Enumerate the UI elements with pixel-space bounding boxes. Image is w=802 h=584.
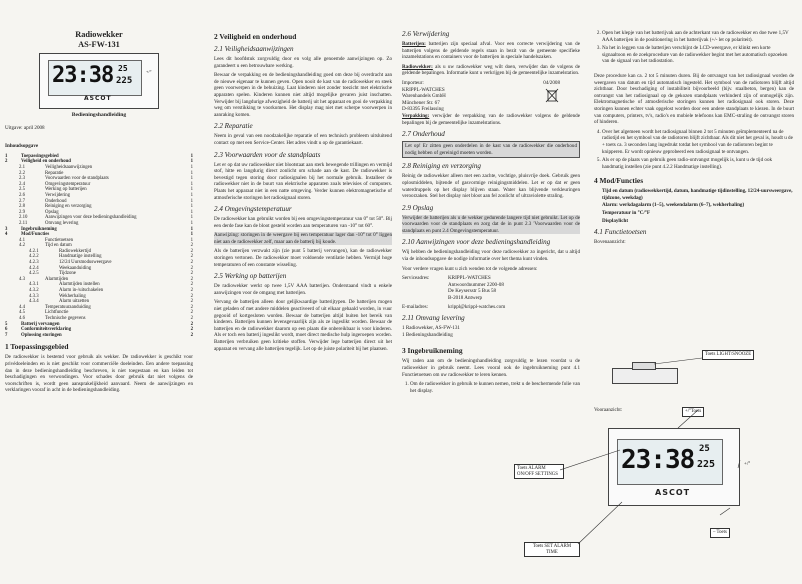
toc-number: 2.3 [19, 176, 25, 182]
plus-label: +/° [744, 462, 751, 467]
toc-number: 7 [5, 332, 8, 338]
toc-number: 3 [5, 226, 8, 232]
importer-label: Importeur: [402, 79, 424, 86]
toc-page: 2 [190, 282, 193, 288]
toc-number: 4.3.2 [29, 288, 39, 294]
section-2-9-title: 2.9 Opslag [402, 203, 434, 212]
toc-title-text: 12/24 Uursmodusweergave [59, 260, 112, 266]
section-4-1-title: 4.1 Functietoetsen [594, 228, 647, 237]
toc-page: 2 [190, 248, 193, 254]
section-2-10-p1: Wij hebben de bedieningshandleiding voor deze radiowekker zo ingericht, dat u altijd via de inhoudsopgave de nodige informatie over het thema kunt vinden. [402, 249, 580, 263]
email-value: krippl@krippl-watches.com [448, 303, 506, 310]
section-1-text: De radiowekker is bestemd voor gebruik als wekker. De radiowekker is geschikt voor privédoeleinden en is niet geschikt voor commerciële doeleinden. Een andere toepassing dan in deze bedieningshandleiding beschreven, is niet toegestaan en kan leiden tot beschadigingen en verwondingen. Voor schades door gebruik dat niet volgens de voorschriften is, wordt geen aansprakelijkheid aanvaard. Neem de aanwijzingen en verklaringen vooraf in acht in de bedieningshandleiding. [5, 354, 193, 394]
section-2-3-p1: Let er op dat uw radiowekker niet blootstaat aan sterk bewegende trillingen en vermijd stof, hitte en langdurig direct zonlicht om schade aan de kast. De radiowekker is bevestigd tegen storing door radiosignalen bij het normale gebruik. Installeer de radiowekker niet in de buurt van elektrische apparaten zoals televisies of computers. Plaats het apparaat niet in een natte omgeving. Verder kunnen elektromagnetische of atmosferische storingen het radiosignaal storen. [214, 161, 392, 201]
section-2-5-p1: De radiowekker werkt op twee 1,5V AAA batterijen. Onderstaand vindt u enkele aanwijzingen voor de omgang met batterijen. [214, 283, 392, 296]
service-address [402, 275, 580, 301]
section-2-2-p1: Neem in geval van een noodzakelijke reparatie of een technisch probleem uitsluitend contact op met een Service-Center. Het adres vindt u op de garantiekaart. [214, 133, 392, 146]
toc-title-text: Technische gegevens [45, 316, 86, 321]
toc-title-text: Omvang levering [45, 220, 79, 226]
section-2-4-title: 2.4 Omgevingstemperatuur [214, 205, 292, 214]
top-view-label: Bovenaanzicht: [594, 239, 626, 246]
toc-title-text: Aanwijzingen voor deze bedieningshandleiding [45, 215, 137, 221]
section-2-1-p1: Lees dit hoofdstuk zorgvuldig door en volg alle genoemde aanwijzingen op. Zo garandeert u een betrouwbare werking. [214, 56, 392, 69]
column-3 [402, 30, 580, 578]
email-label: E-mailadres: [402, 303, 429, 310]
toc-title-text: Reparatie [45, 170, 64, 176]
toc-page: 1 [190, 198, 193, 204]
column-1 [5, 30, 193, 397]
callout-plus: +/°Toets [682, 407, 704, 417]
toc-title-text: Functietoetsen [45, 237, 73, 243]
toc-number: 4.1 [19, 237, 25, 243]
toc-page: 1 [190, 159, 193, 165]
toc-page: 1 [190, 237, 193, 243]
section-2-6-p2 [402, 64, 580, 77]
toc-page: 2 [190, 304, 193, 310]
toc-page: 2 [190, 293, 193, 299]
setup-steps [402, 381, 580, 394]
section-2-10-p2: Voor verdere vragen kunt u zich wenden tot de volgende adressen: [402, 265, 538, 272]
setup-step-3: 3. Na het in leggen van de batterijen verschijnt de LCD-weergave, er klinkt een korte signaaltoon en de zoekprocedure van de radiowekker begint met het automatisch opzoeken van de signaal van het radiostation. [602, 45, 794, 65]
batteries-text: batterijen zijn speciaal afval. Voor een correcte verwijdering van de batterijen volgens de geldende regels staan in bezit van de gemeente specifieke inzamelstations en containers voor de batterijen in speciale handelszaken. [402, 41, 580, 61]
service-line4: B-2018 Antwerp [448, 295, 483, 302]
section-3-title: 3 Ingebruikneming [402, 346, 463, 356]
device-title: Radiowekker [75, 30, 123, 39]
batteries-label: Batterijen: [402, 41, 426, 47]
delivery-item-2: 1 Bedieningshandleiding [402, 331, 453, 338]
section-2-4-p2: Als de batterijen verzwakt zijn (zie punt 5 batterij vervangen), kan de radiowekker storingen vertonen. De radiowekker moet voldoende ventilatie hebben. Vermijd hoge temperaturen of een constante wisseling. [214, 248, 392, 268]
toc-number: 5 [5, 321, 8, 327]
section-2-1-p2: Bewaar de verpakking en de bedieningshandleiding goed om deze bij overdracht aan de nieuwe eigenaar te kunnen geven. Open nooit de kast van de radiowekker en steek geen voorwerpen in de behuizing. Laat kinderen niet zonder toezicht met elektrische apparaten spelen. Kinderen kunnen niet altijd mogelijke gevaren juist inschatten. Verwijder bij langdurige afwezigheid de batterij uit het apparaat en gooi de verpakking weg om verstikking te voorkomen. Het display mag niet met scherpe voorwerpen in aanraking komen. [214, 72, 392, 118]
toc-page: 2 [190, 254, 193, 260]
section-2-8-title: 2.8 Reiniging en verzorging [402, 162, 481, 171]
section-2-10-title: 2.10 Aanwijzingen voor deze bedieningshandleiding [402, 238, 551, 247]
toc-number: 4.2.2 [29, 254, 39, 260]
section-4-title: 4 Mod/Functies [594, 176, 644, 186]
toc-page: 2 [190, 271, 193, 277]
toc-number: 4.2.3 [29, 260, 39, 266]
toc-title-text: Weekaanduiding [59, 265, 92, 271]
top-view-button [632, 362, 656, 370]
clock-text: als u uw radiowekker weg wilt doen, verwijder dan de volgens de geldende bepalingen. Informatie kunt u verkrijgen bij de gemeentelijke inzamelstation. [402, 63, 580, 77]
toc-number: 4.2.1 [29, 248, 39, 254]
toc-title-text: Verwijdering [45, 192, 71, 198]
column-4 [594, 30, 794, 360]
toc-row [5, 333, 193, 339]
toc-number: 2.5 [19, 187, 25, 193]
section-2-4-note: Aanwijzing: storingen in de weergave bij een temperatuur lager dan -10° tot 0° liggen niet aan de radiowekker zelf, maar aan de batterij bij koude. [214, 232, 392, 245]
toc-page: 2 [190, 316, 193, 321]
toc-page: 2 [190, 276, 193, 282]
toc-number: 2.6 [19, 192, 25, 198]
section-2-4-p1: De radiowekker kan gebruikt worden bij een omgevingstemperatuur van 0° tot 50°. Bij een derde fase kan de bloot gesteld worden aan temperaturen van -10° tot 60°. [214, 216, 392, 229]
section-2-8-p1: Reinig de radiowekker alleen met een zachte, vochtige, pluisvrije doek. Gebruik geen oplosmiddelen, bijtende of gasvormige reinigingsmiddelen. Let er op dat er geen waterdruppels op het display blijven staan. Water kan blijvende verkleuringen veroorzaken. Stel het display niet bloot aan fel zonlicht of ultraviolette straling. [402, 173, 580, 200]
importer-line3: Münchener Str. 67 [402, 99, 440, 106]
importer-name: KRIPPL-WATCHES [402, 86, 445, 93]
clock-time: 23:38 [52, 63, 114, 88]
toc-title-text: Lichtfunctie [45, 310, 69, 316]
toc-page: 2 [190, 288, 193, 294]
service-line1: KRIPPL-WATCHES [448, 275, 491, 282]
toc-page: 1 [190, 209, 193, 215]
toc-page: 1 [190, 176, 193, 182]
toc-page: 2 [190, 299, 193, 305]
service-line3: De Keysersstr 5 Bus 58 [448, 288, 497, 295]
toc-number: 2.2 [19, 170, 25, 176]
toc-number: 4.5 [19, 310, 25, 316]
toc-title-text: Onderhoud [45, 198, 67, 204]
toc-page: 2 [190, 310, 193, 316]
front-seconds: 25 [699, 444, 710, 454]
section-2-6-p1 [402, 41, 580, 61]
feature-list [594, 188, 794, 224]
table-of-contents [5, 154, 193, 339]
callout-set-alarm-l2: TIME [546, 549, 558, 555]
toc-title-text: Temperatuuraanduiding [45, 304, 91, 310]
callout-light-snooze: Toets LIGHT/SNOOZE [702, 350, 754, 360]
toc-title-text: Toepassingsgebied [21, 153, 59, 159]
clock-brand-logo: ASCOT [84, 95, 112, 102]
toc-title-text: Omgevingstemperatuur [45, 181, 91, 187]
toc-number: 4.4 [19, 304, 25, 310]
section-1-title: 1 Toepassingsgebied [5, 342, 69, 352]
importer-block [402, 80, 580, 113]
toc-page: 1 [190, 164, 193, 170]
toc-number: 4.3.4 [29, 299, 39, 305]
toc-page: 2 [190, 321, 193, 327]
toc-page: 1 [190, 192, 193, 198]
front-time: 23:38 [621, 445, 695, 475]
toc-page: 1 [190, 181, 193, 187]
section-2-5-title: 2.5 Werking op batterijen [214, 272, 287, 281]
front-brand-logo: ASCOT [655, 488, 691, 497]
toc-title-text: Tijd en datum [45, 243, 72, 249]
callout-set-alarm-l1: Toets SET ALARM [532, 544, 572, 549]
section-2-6-p3 [402, 113, 580, 126]
packaging-text: verwijder de verpakking van de radiowekker volgens de geldende bepalingen bij de gemeentelijke inzamelstations. [402, 112, 580, 126]
clock-seconds: 25 [118, 64, 128, 73]
reception-text: Deze procedure kan ca. 2 tot 5 minuten duren. Bij de ontvangst van het radiosignaal worden de weergaven van datum en tijd automatisch ingesteld. Het symbool van de radiotoren blijft altijd zichtbaar. Door beschadiging of instabiliteit bijvoorbeeld (bijv. staalbeton, bergen) kan de ontvangst van het radiosignaal op de gekozen standplaats verhinderd zijn of onmogelijk zijn. Elektromagnetische of atmosferische storingen kunnen het radiosignaal ook storen. Deze storingen kunnen echter vaak opgelost worden door een andere standplaats te kiezen. In de buurt van computers, printers, tv's, radio's en mobiele telefoons kan EMC-straling de ontvangst storen of hinderen. [594, 72, 794, 126]
toc-number: 4.6 [19, 316, 25, 321]
toc-page: 1 [190, 187, 193, 193]
front-view-label: Vooraanzicht: [594, 407, 623, 413]
front-temp: 225 [697, 459, 716, 470]
importer-line2: Warenhandels GmbH [402, 93, 446, 100]
toc-title-text: Voorwaarden voor de standplaats [45, 176, 109, 182]
toc-number: 6 [5, 327, 8, 333]
toc-title-text: Tijdzone [59, 271, 76, 277]
toc-number: 4.2 [19, 243, 25, 249]
top-view-illustration [612, 368, 678, 384]
feature-item: • Tijd en datum (radiowekkertijd, datum, handmatige tijdinstelling, 12/24-uursweergave, tijdzone, weekdag) [602, 188, 794, 201]
toc-number: 2.1 [19, 164, 25, 170]
section-2-7-title: 2.7 Onderhoud [402, 130, 445, 139]
feature-item: • Temperatuur in °C/°F [602, 210, 794, 217]
toc-title-text: Alarm in-/uitschakelen [59, 288, 104, 294]
clock-label: Radiowekker: [402, 63, 433, 70]
toc-number: 2.8 [19, 204, 25, 210]
manual-caption: Bedieningshandleiding [71, 112, 127, 118]
toc-page: 2 [190, 332, 193, 338]
toc-title-text: Radiowekkertijd [59, 248, 91, 254]
toc-number: 4.2.4 [29, 265, 39, 271]
toc-page: 1 [190, 215, 193, 221]
toc-title-text: Werking op batterijen [45, 187, 87, 193]
toc-page: 2 [190, 260, 193, 266]
toc-title-text: Alarmtijden [45, 276, 69, 282]
toc-title-text: Handmatige instelling [59, 254, 102, 260]
packaging-label: Verpakking: [402, 112, 430, 119]
toc-number: 4 [5, 232, 8, 238]
toc-title-text: Oplossing storingen [21, 332, 62, 338]
crossed-bin-icon [544, 87, 560, 103]
setup-step-2: 2. Open het klepje van het batterijvak aan de achterkant van de radiowekker en doe twee 1,5V AAA batterijen in de positionering in het batterijvak (+/- let op polariteit). [602, 30, 794, 43]
clock-illustration [39, 53, 159, 109]
callout-minus: – Toets [710, 528, 730, 538]
toc-page: 1 [190, 226, 193, 232]
toc-title-text: Reiniging en verzorging [45, 204, 92, 210]
toc-page: 1 [190, 220, 193, 226]
service-line2: Antwoordnummer 2200-08 [448, 281, 504, 288]
section-2-2-title: 2.2 Reparatie [214, 122, 253, 131]
service-label: Serviceadres: [402, 275, 430, 282]
toc-title: Inhoudsopgave [5, 143, 39, 150]
edition: Uitgave: april 2008 [5, 124, 45, 131]
setup-step-1: 1. Om de radiowekker in gebruik te kunnen nemen, trekt u de beschermende folie van het display. [410, 381, 580, 394]
toc-number: 4.3.1 [29, 282, 39, 288]
plus-button-label: +/° [146, 69, 152, 74]
device-model: AS-FW-131 [78, 40, 120, 49]
toc-title-text: Veiligheid en onderhoud [21, 159, 71, 165]
section-2-6-title: 2.6 Verwijdering [402, 30, 450, 38]
toc-number: 2 [5, 159, 8, 165]
toc-number: 2.7 [19, 198, 25, 204]
callout-light-line [654, 356, 704, 368]
feature-item: • Displaylicht [602, 218, 794, 225]
toc-number: 1 [5, 153, 8, 159]
toc-number: 4.2.5 [29, 271, 39, 277]
importer-line4: D-83395 Freilassing [402, 106, 444, 113]
feature-item: • Alarm: werkdagalarm (1–5), weekendalarm (6–7), wekherhaling) [602, 202, 794, 209]
clock-temp: 225 [116, 76, 133, 86]
section-3-p1: Wij raden aan om de bedieningshandleiding zorgvuldig te lezen voordat u de radiowekker in gebruik neemt. Lees vooral ook de ingebruikneming punt 4.1 Functietoetsen om uw radiowekker te leren kennen. [402, 358, 580, 378]
toc-title-text: Wekherhaling [59, 293, 86, 299]
toc-number: 2.10 [19, 215, 28, 221]
email-address [402, 304, 580, 311]
setup-steps-cont2 [594, 129, 794, 171]
section-2-9-p1: Verwijder de batterijen als u de wekker gedurende langere tijd niet gebruikt. Let op de voorwaarden voor de standplaats en zorg dat de in punt 2.3 'Voorwaarden voor de standplaats en punt 2.4 Omgevingstemperatuur. [402, 214, 580, 234]
toc-page: 1 [190, 153, 193, 159]
toc-title-text: Opslag [45, 209, 59, 215]
toc-number: 4.3.3 [29, 293, 39, 299]
section-2-5-p2: Vervang de batterijen alleen door gelijkwaardige batterijtypen. De batterijen mogen niet geladen of met andere middelen geactiveerd of uit elkaar gehaald worden, in vuur gegooid of kortgesloten worden. Bewaar de batterijen altijd buiten het bereik van kinderen. Batterijen kunnen levensgevaarlijk zijn als ze ingeslikt worden. Bewaar de batterijen en de radiowekker daarom op een plaats die onbereikbaar is voor kinderen. Als er toch een batterij ingeslikt wordt, moet direct medische hulp ingeroepen worden. Batterijen verbruiken geen kritieke stoffen. Verwijder lege batterijen direct uit het apparaat en vervang alle batterijen tegelijk. Let op de juiste polariteit bij het plaatsen. [214, 299, 392, 352]
toc-page: 2 [190, 327, 193, 333]
weee-date: 04/2008 [543, 79, 560, 86]
toc-page: 1 [190, 170, 193, 176]
toc-title-text: Veiligheidsaanwijzingen [45, 164, 93, 170]
toc-page: 1 [190, 232, 193, 238]
section-2-11-title: 2.11 Omvang levering [402, 314, 465, 323]
weee-block [543, 80, 560, 113]
section-2-1-title: 2.1 Veiligheidsaanwijzingen [214, 45, 294, 53]
toc-title-text: Conformiteitsverklaring [21, 327, 72, 333]
delivery-item-1: 1 Radiowekker, AS-FW-131 [402, 325, 460, 332]
toc-number: 2.9 [19, 209, 25, 215]
section-2-title: 2 Veiligheid en onderhoud [214, 32, 297, 41]
toc-number: 2.4 [19, 181, 25, 187]
toc-number: 2.11 [19, 220, 28, 226]
setup-step-5: 5. Als er op de plaats van gebruik geen radio-ontvangst mogelijk is, kunt u de tijd ook handmatig instellen (zie punt 4.2.2 Handmatige instelling). [602, 157, 794, 170]
setup-steps-cont [594, 30, 794, 65]
setup-step-4: 4. Over het algemeen wordt het radiosignaal binnen 2 tot 5 minuten geïmplementeerd na de radiotijd en het symbool van de radiotoren blijft zichtbaar. Als dit niet het geval is, houdt u de + toets ca. 3 seconden lang ingedrukt totdat het symbool van de radiotoren begint te knipperen. Er wordt opnieuw geprobeerd een radiosignaal te ontvangen. [602, 129, 794, 155]
toc-number: 4.3 [19, 276, 25, 282]
column-2 [214, 30, 392, 355]
toc-title-text: Batterij vervangen [21, 321, 60, 327]
toc-title-text: Mod/Functies [21, 232, 50, 238]
section-2-3-title: 2.3 Voorwaarden voor de standplaats [214, 150, 321, 159]
toc-page: 2 [190, 243, 193, 249]
toc-title-text: Alarm uitzetten [59, 299, 89, 305]
callout-alarm-onoff: Toets ALARM ON/OFF SETTINGS [514, 464, 564, 479]
toc-title-text: Ingebruikneming [21, 226, 57, 232]
section-2-7-box: Let op! Er zitten geen onderdelen in de kast van de radiowekker die onderhoud nodig hebben of gereinigd moeten worden. [402, 141, 580, 158]
toc-title-text: Alarmtijden instellen [59, 282, 100, 288]
toc-page: 2 [190, 265, 193, 271]
toc-page: 1 [190, 204, 193, 210]
